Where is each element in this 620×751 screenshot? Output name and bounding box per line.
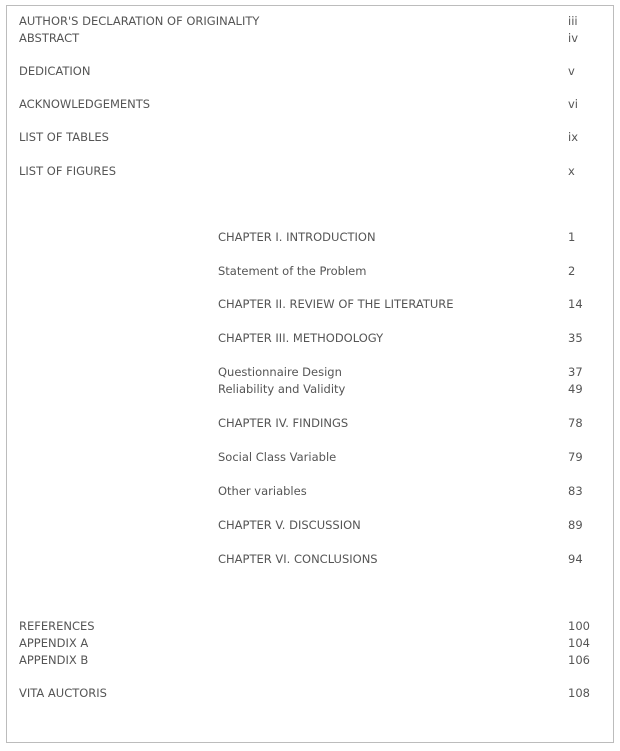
toc-entry-label: APPENDIX B xyxy=(19,653,89,667)
toc-entry-page: 35 xyxy=(568,331,583,345)
toc-entry-page: iv xyxy=(568,31,579,45)
toc-entry-page: 37 xyxy=(568,365,583,379)
toc-entry-page: 78 xyxy=(568,416,583,430)
toc-entry-page: 79 xyxy=(568,450,583,464)
toc-entry-page: x xyxy=(568,164,575,178)
toc-entry-label: LIST OF FIGURES xyxy=(19,164,116,178)
toc-entry-label: CHAPTER III. METHODOLOGY xyxy=(218,331,384,345)
toc-entry-label: ABSTRACT xyxy=(19,31,80,45)
toc-entry-page: ix xyxy=(568,130,579,144)
toc-entry-label: CHAPTER IV. FINDINGS xyxy=(218,416,349,430)
toc-entry-page: 1 xyxy=(568,230,576,244)
toc-entry-label: Statement of the Problem xyxy=(218,264,367,278)
toc-entry-label: Social Class Variable xyxy=(218,450,337,464)
toc-entry-page: 94 xyxy=(568,552,583,566)
toc-entry-label: Questionnaire Design xyxy=(218,365,342,379)
toc-entry-label: AUTHOR'S DECLARATION OF ORIGINALITY xyxy=(19,14,260,28)
toc-entry-page: 2 xyxy=(568,264,576,278)
toc-entry-label: Other variables xyxy=(218,484,307,498)
toc-entry-label: APPENDIX A xyxy=(19,636,89,650)
toc-entry-label: CHAPTER V. DISCUSSION xyxy=(218,518,361,532)
toc-entry-label: REFERENCES xyxy=(19,619,95,633)
toc-entry-label: LIST OF TABLES xyxy=(19,130,109,144)
toc-entry-page: 108 xyxy=(568,686,590,700)
toc-entry-page: 104 xyxy=(568,636,590,650)
toc-entry-page: 100 xyxy=(568,619,590,633)
toc-entry-label: Reliability and Validity xyxy=(218,382,346,396)
toc-entry-page: vi xyxy=(568,97,579,111)
toc-entry-label: CHAPTER II. REVIEW OF THE LITERATURE xyxy=(218,297,454,311)
toc-entry-label: DEDICATION xyxy=(19,64,91,78)
toc-entry-label: CHAPTER I. INTRODUCTION xyxy=(218,230,376,244)
toc-entry-page: 89 xyxy=(568,518,583,532)
toc-entry-label: CHAPTER VI. CONCLUSIONS xyxy=(218,552,378,566)
toc-entry-page: 106 xyxy=(568,653,590,667)
toc-entry-label: VITA AUCTORIS xyxy=(19,686,107,700)
toc-entry-page: v xyxy=(568,64,575,78)
toc-entry-page: 49 xyxy=(568,382,583,396)
toc-entry-page: 83 xyxy=(568,484,583,498)
toc-entry-page: iii xyxy=(568,14,578,28)
toc-entry-page: 14 xyxy=(568,297,583,311)
toc-entry-label: ACKNOWLEDGEMENTS xyxy=(19,97,151,111)
